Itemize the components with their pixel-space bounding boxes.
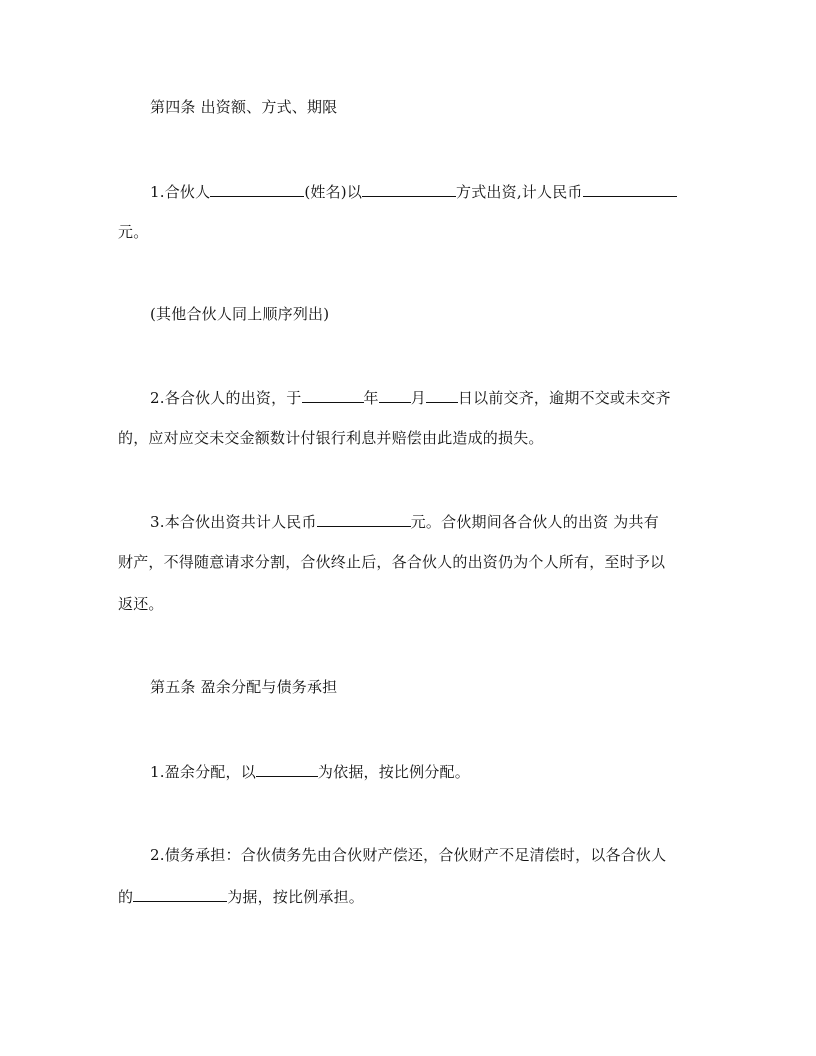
month-blank <box>379 387 411 403</box>
article5-heading <box>150 677 698 697</box>
item2-text-month: 月 <box>410 389 426 407</box>
article4-heading <box>150 97 698 117</box>
year-blank <box>302 387 364 403</box>
item3-text-property: 财产，不得随意请求分割，合伙终止后，各合伙人的出资仍为个人所有，至时予以 <box>118 553 666 571</box>
debt-basis-blank <box>133 886 227 902</box>
article4-item3-line1 <box>150 511 698 532</box>
article4-item1-line1 <box>150 181 698 202</box>
profit-basis-blank <box>256 761 318 777</box>
article4-note <box>150 304 698 324</box>
article5-item2-line2 <box>118 886 698 907</box>
article5-item2-line1 <box>150 845 698 865</box>
item1-text-partner: 1.合伙人 <box>150 183 211 201</box>
contribution-method-blank <box>362 181 456 197</box>
debt-text-ratio: 为据，按比例承担。 <box>227 888 365 906</box>
total-amount-blank <box>317 511 411 527</box>
item1-text-name-by: (姓名)以 <box>304 183 363 201</box>
article4-item1-line2 <box>118 222 698 242</box>
item3-text-shared: 元。合伙期间各合伙人的出资 为共有 <box>410 513 659 531</box>
item2-text-intro: 2.各合伙人的出资，于 <box>150 389 302 407</box>
debt-text-intro: 2.债务承担：合伙债务先由合伙财产偿还，合伙财产不足清偿时，以各合伙人 <box>150 846 667 864</box>
other-partners-note: (其他合伙人同上顺序列出) <box>150 305 330 323</box>
article4-item2-line2 <box>118 428 698 448</box>
debt-text-of: 的 <box>118 888 134 906</box>
article4-heading-text: 第四条 出资额、方式、期限 <box>150 98 338 116</box>
article4-item3-line3 <box>118 594 698 614</box>
profit-text-intro: 1.盈余分配，以 <box>150 763 256 781</box>
item1-text-yuan: 元。 <box>118 223 149 241</box>
day-blank <box>426 387 458 403</box>
item3-text-intro: 3.本合伙出资共计人民币 <box>150 513 317 531</box>
item2-text-year: 年 <box>363 389 379 407</box>
item1-text-method: 方式出资,计人民币 <box>456 183 583 201</box>
partner-name-blank <box>210 181 304 197</box>
item3-text-return: 返还。 <box>118 595 164 613</box>
item2-text-deadline: 日以前交齐，逾期不交或未交齐 <box>457 389 671 407</box>
item2-text-penalty: 的，应对应交未交金额数计付银行利息并赔偿由此造成的损失。 <box>118 429 544 447</box>
profit-text-ratio: 为依据，按比例分配。 <box>317 763 470 781</box>
article5-heading-text: 第五条 盈余分配与债务承担 <box>150 678 338 696</box>
contribution-amount-blank <box>583 181 677 197</box>
article5-item1 <box>150 761 698 782</box>
article4-item2-line1 <box>150 387 698 408</box>
article4-item3-line2 <box>118 552 698 572</box>
